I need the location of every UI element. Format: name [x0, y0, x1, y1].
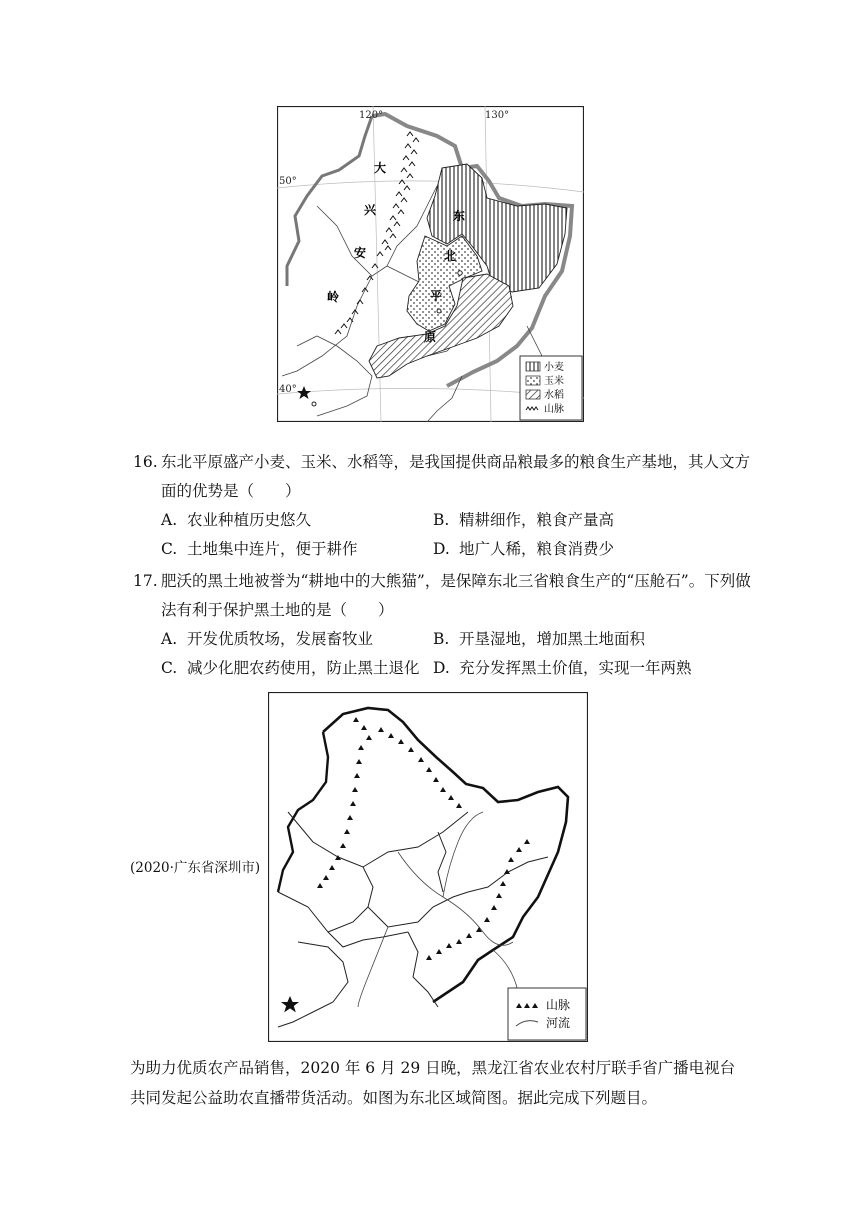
option-text: 地广人稀，粮食消费少	[459, 540, 615, 558]
northeast-crop-map	[277, 106, 584, 422]
option-text: 开垦湿地，增加黑土地面积	[459, 630, 646, 648]
option-d[interactable]	[433, 537, 614, 561]
plain-label-char-4: 原	[424, 330, 437, 344]
legend-corn-label: 玉米	[544, 376, 564, 387]
option-text: 开发优质牧场，发展畜牧业	[187, 630, 374, 648]
range-label-char-4: 岭	[327, 290, 340, 304]
option-b[interactable]	[433, 508, 614, 532]
option-c[interactable]	[161, 537, 358, 561]
option-letter: C.	[161, 659, 178, 677]
map2-legend	[508, 988, 586, 1040]
plain-label-char-3: 平	[430, 289, 443, 303]
option-b[interactable]	[433, 627, 645, 651]
legend-wheat-label: 小麦	[544, 362, 564, 373]
legend-river-label: 河流	[546, 1016, 571, 1030]
option-text: 农业种植历史悠久	[187, 511, 312, 529]
option-text: 减少化肥农药使用，防止黑土退化	[187, 659, 420, 677]
option-letter: C.	[161, 540, 178, 558]
source-label: (2020·广东省深圳市)	[130, 860, 261, 876]
option-letter: A.	[161, 630, 178, 648]
range-label-char-2: 兴	[364, 203, 377, 217]
option-d[interactable]	[433, 656, 692, 680]
option-text: 充分发挥黑土价值，实现一年两熟	[459, 659, 692, 677]
option-a[interactable]	[161, 627, 373, 651]
option-letter: B.	[433, 630, 450, 648]
option-letter: B.	[433, 511, 450, 529]
question-stem: 肥沃的黑土地被誉为“耕地中的大熊猫”，是保障东北三省粮食生产的“压舱石”。下列做法有利于保护黑土地的是（ ）	[161, 572, 751, 619]
option-c[interactable]	[161, 656, 420, 680]
option-letter: D.	[433, 659, 450, 677]
legend-mountain-label: 山脉	[546, 998, 571, 1012]
question-stem: 东北平原盛产小麦、玉米、水稻等，是我国提供商品粮最多的粮食生产基地，其人文方面的优势是（ ）	[161, 453, 751, 500]
plain-label-char-1: 东	[453, 209, 466, 223]
legend-rice-label: 水稻	[544, 390, 564, 401]
lat-label-40: 40°	[279, 384, 297, 395]
northeast-region-sketch-map	[268, 692, 588, 1042]
question-number: 17.	[133, 572, 158, 590]
lon-label-120: 120°	[359, 110, 384, 121]
option-text: 土地集中连片，便于耕作	[187, 540, 358, 558]
map1-legend	[520, 356, 582, 420]
lat-label-50: 50°	[279, 176, 297, 187]
option-letter: A.	[161, 511, 178, 529]
legend-mountain-label: 山脉	[544, 404, 564, 415]
passage-intro: 为助力优质农产品销售，2020 年 6 月 29 日晚，黑龙江省农业农村厅联手省广播电视台共同发起公益助农直播带货活动。如图为东北区域简图。据此完成下列题目。	[130, 1059, 736, 1107]
plain-label-char-2: 北	[444, 249, 457, 263]
option-text: 精耕细作，粮食产量高	[459, 511, 615, 529]
question-number: 16.	[133, 453, 158, 471]
option-letter: D.	[433, 540, 450, 558]
range-label-char-1: 大	[374, 161, 387, 175]
range-label-char-3: 安	[354, 246, 367, 260]
legend-mountain-icon	[516, 1003, 538, 1008]
lon-label-130: 130°	[485, 110, 510, 121]
option-a[interactable]	[161, 508, 311, 532]
